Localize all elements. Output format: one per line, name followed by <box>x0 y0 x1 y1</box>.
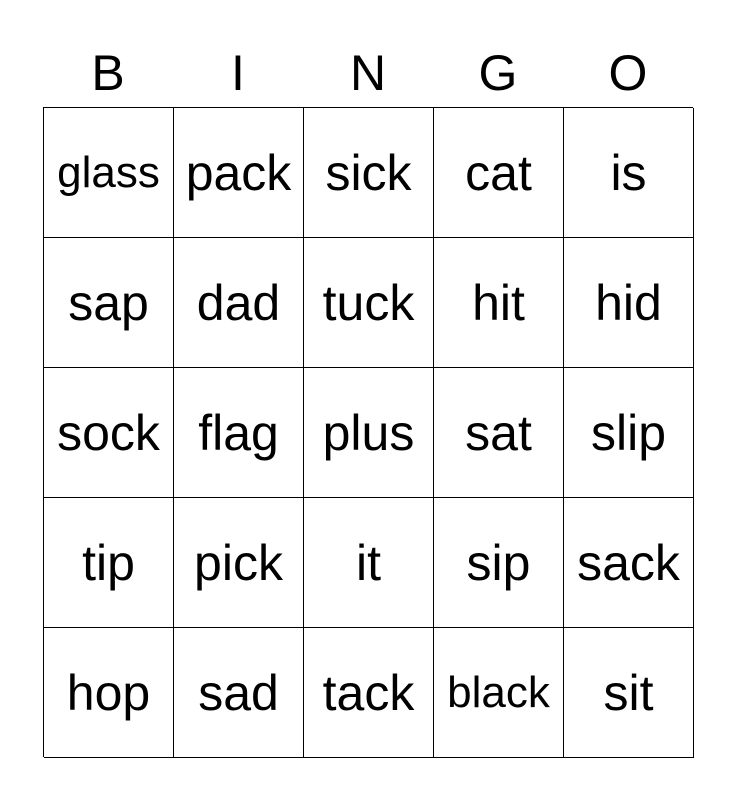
header-letter-b: B <box>91 45 125 101</box>
bingo-cell[interactable]: sack <box>564 498 694 628</box>
bingo-cell[interactable]: sad <box>174 628 304 758</box>
bingo-cell[interactable]: hid <box>564 238 694 368</box>
bingo-card <box>43 107 693 757</box>
bingo-cell[interactable]: dad <box>174 238 304 368</box>
bingo-cell[interactable]: sip <box>434 498 564 628</box>
bingo-header <box>43 40 693 106</box>
bingo-cell[interactable]: sap <box>44 238 174 368</box>
bingo-cell[interactable]: tack <box>304 628 434 758</box>
bingo-cell[interactable]: pick <box>174 498 304 628</box>
bingo-cell[interactable]: sick <box>304 108 434 238</box>
bingo-cell[interactable]: plus <box>304 368 434 498</box>
bingo-cell[interactable]: sock <box>44 368 174 498</box>
bingo-cell[interactable]: slip <box>564 368 694 498</box>
bingo-cell[interactable]: pack <box>174 108 304 238</box>
bingo-cell[interactable]: cat <box>434 108 564 238</box>
header-letter-i: I <box>231 45 245 101</box>
header-letter-n: N <box>349 45 387 101</box>
bingo-cell[interactable]: sit <box>564 628 694 758</box>
bingo-cell[interactable]: flag <box>174 368 304 498</box>
bingo-cell[interactable]: tip <box>44 498 174 628</box>
bingo-cell[interactable]: sat <box>434 368 564 498</box>
bingo-cell[interactable]: black <box>434 628 564 758</box>
header-letter-g: G <box>478 45 518 101</box>
bingo-cell[interactable]: glass <box>44 108 174 238</box>
bingo-cell[interactable]: tuck <box>304 238 434 368</box>
header-letter-o: O <box>608 45 648 101</box>
bingo-cell[interactable]: is <box>564 108 694 238</box>
bingo-cell[interactable]: hop <box>44 628 174 758</box>
bingo-cell[interactable]: hit <box>434 238 564 368</box>
bingo-cell[interactable]: it <box>304 498 434 628</box>
